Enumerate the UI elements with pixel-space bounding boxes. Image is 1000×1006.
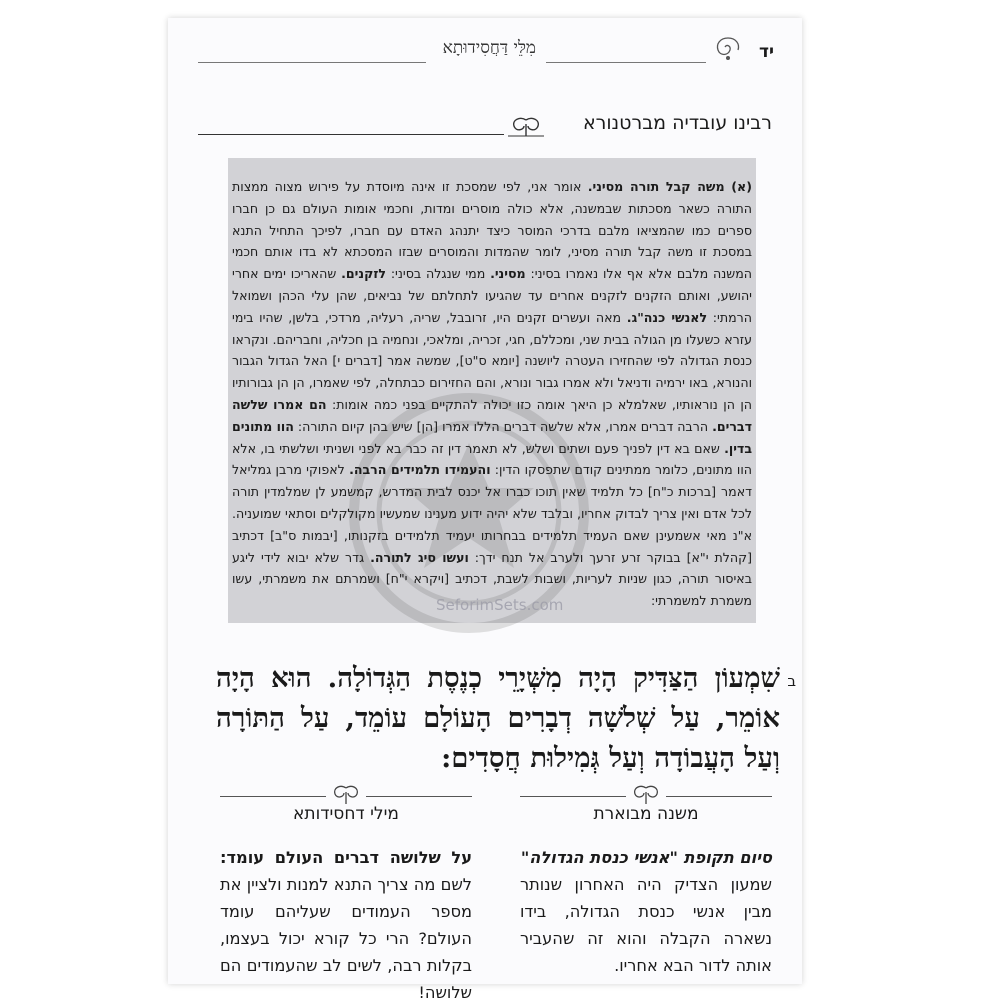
column-lead: על שלושה דברים העולם עומד:	[220, 848, 472, 867]
section-header	[198, 110, 772, 152]
flourish-ornament-icon	[506, 114, 546, 142]
commentary-run: ממי שנגלה בסיני:	[386, 266, 491, 282]
book-page	[168, 18, 802, 1002]
column-header	[220, 784, 472, 838]
commentary-heading: לזקנים.	[341, 266, 387, 282]
column-body-text: לשם מה צריך התנא למנות ולציין את מספר העמודים שעליהם עומד העולם? הרי כל קורא יכול בעצמו, בקלות רבה, לשים לב שהעמודים הם שלושה!	[220, 875, 472, 1002]
commentary-run: אומר אני, לפי שמסכת זו אינה מיוסדת על פירוש מצוה ממצות התורה כשאר מסכתות שבמשנה, אלא כולה מוסרים ומדות, וחכמי אומות העולם גם כן חברו ספרים כמו שהמציאו מלבם בדרכי המוסר כיצד יתנהג האדם עם חברו, לפיכך התחיל התנא במסכת זו משה קבל תורה מסיני, לומר שהמדות והמוסרים שבזו המסכתא לא בדו אותם חכמי המשנה מלבם אלא אף אלו נאמרו בסיני:	[232, 179, 752, 282]
commentary-heading: (א) משה קבל תורה מסיני.	[587, 179, 752, 194]
commentary-paragraph	[232, 176, 752, 612]
commentary-text	[232, 176, 752, 612]
commentary-heading: והעמידו תלמידים הרבה.	[349, 462, 491, 478]
header-rule	[546, 62, 706, 63]
column-chassidut	[220, 784, 472, 1006]
column-subtitle	[520, 844, 772, 871]
subtitle-prefix: סיום תקופת	[677, 848, 772, 867]
mishnah-number: ב	[787, 672, 796, 690]
running-header	[198, 28, 776, 68]
commentary-heading: הם אמרו שלשה דברים.	[232, 396, 752, 434]
flourish-ornament-icon	[710, 34, 746, 64]
column-header	[520, 784, 772, 838]
commentary-heading: לאנשי כנה"ג.	[626, 309, 708, 325]
column-title: משנה מבוארת	[593, 804, 699, 824]
commentary-run: מאה ועשרים זקנים היו, זרובבל, שריה, רעליה, מרדכי, בלשן, שהיו בימי עזרא כשעלו מן הגולה בבית שני, ומכללם, חגי, זכריה, ומלאכי, ונחמיה בן חכליה, וחבריהם. ונקראו כנסת הגדולה לפי שהחזירו העטרה ליושנה [יומא ס"ט], שמשה אמר [דברים י] האל הגדול הגבור והנורא, באו ירמיה ודניאל ולא אמרו גבור ונורא, והם החזירום כבתחלה, לפי שאמרו, הן הן גבורותיו הן הן נוראותיו, שאלמלא כן היאך אומה כזו יכולה להתקיים בפני כמה אומות:	[232, 309, 752, 412]
commentary-run: שהאריכו ימים אחרי יהושע, ואותם הזקנים לזקנים אחרים עד שהגיעו לתחלתם של נביאים, שהן עלי הכהן ושמואל הרמתי:	[232, 266, 752, 325]
commentary-heading: ועשו סיג לתורה.	[370, 549, 469, 565]
commentary-run: שאם בא דין לפניך פעם ושתים ושלש, לא תאמר דין זה כבר בא לפני ושניתי ושלשתי בו, אלא הוו מתונים, כלומר ממתינים קודם שתפסקו הדין:	[232, 440, 752, 478]
header-rule-left	[198, 62, 426, 63]
column-mishnah-explained	[520, 784, 772, 979]
commentary-run: גדר שלא יבוא לידי ליגע באיסור תורה, כגון שניות לעריות, ושבות לשבת, דכתיב [ויקרא י"ח] ושמרתם את משמרתי, עשו משמרת למשמרתי:	[232, 549, 752, 609]
mishnah-block	[216, 658, 796, 778]
section-rule	[198, 134, 504, 135]
running-title: מִלֵּי דַּחֲסִידוּתָא	[442, 38, 536, 58]
column-title: מילי דחסידותא	[293, 804, 399, 824]
section-title: רבינו עובדיה מברטנורא	[582, 112, 772, 134]
column-body: שמעון הצדיק היה האחרון שנותר מבין אנשי כנסת הגדולה, בידו נשארה הקבלה והוא זה שהעביר אותה לדור הבא אחריו.	[520, 875, 772, 975]
mishnah-text: שִׁמְעוֹן הַצַּדִּיק הָיָה מִשְּׁיָרֵי כְנֶסֶת הַגְּדוֹלָה. הוּא הָיָה אוֹמֵר, עַל שְׁלֹשָׁה דְבָרִים הָעוֹלָם עוֹמֵד, עַל הַתּוֹרָה וְעַל הָעֲבוֹדָה וְעַל גְּמִילוּת חֲסָדִים:	[216, 662, 780, 774]
commentary-run: לאפוקי מרבן גמליאל דאמר [ברכות כ"ח] כל תלמיד שאין תוכו כברו אל יכנס לבית המדרש, קמשמע לן שמלמדין תורה לכל אדם ואין צריך לבדוק אחריו, ובלבד שלא יהיה ידוע מענינו שמעשיו מקולקלים וסתאי שמועניה. א"נ מאי אשמעינן שאם העמיד תלמידים בבחרותו יעמיד תלמידים בזקנותו, [יבמות ס"ב] דכתיב [קהלת י"א] בבוקר זרע זרעך ולערב אל תנח ידך:	[232, 462, 753, 565]
commentary-run: הרבה דברים אמרו, אלא שלשה דברים הללו אמרו [הן] שיש בהן קיום התורה:	[293, 418, 713, 434]
page-number: יד	[759, 42, 774, 62]
commentary-heading: מסיני.	[490, 266, 526, 282]
subtitle-quote: "אנשי כנסת הגדולה"	[520, 848, 678, 867]
commentary-heading: הוו מתונים בדין.	[232, 418, 752, 456]
column-body	[220, 844, 472, 1006]
watermark-text: SeforimSets.com	[436, 596, 564, 614]
